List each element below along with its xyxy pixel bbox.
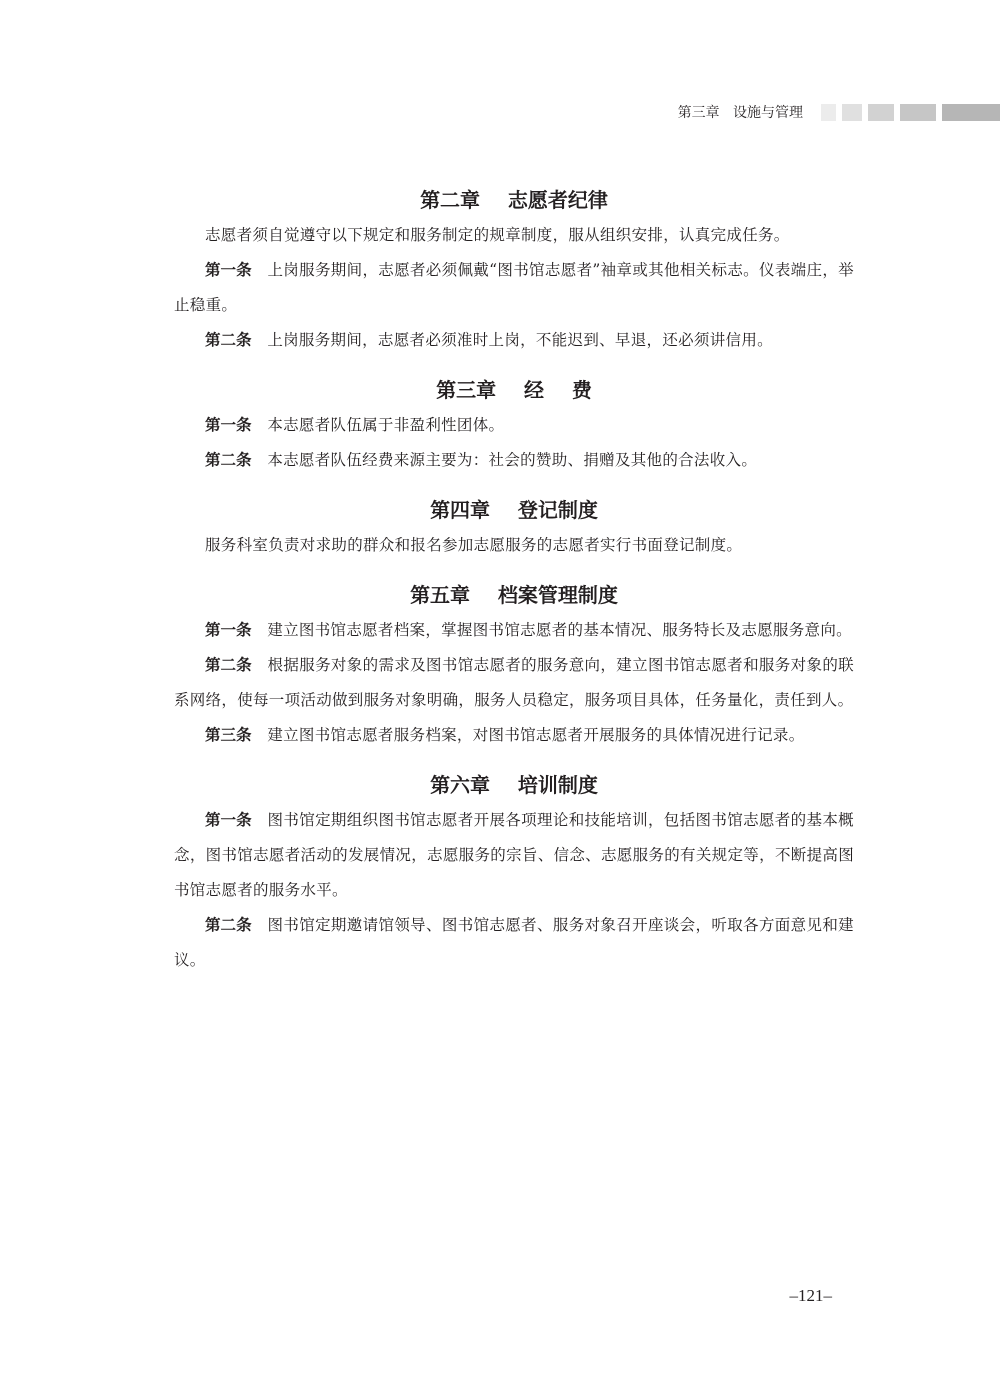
article-paragraph [174,323,854,358]
chapter-intro-paragraph: 服务科室负责对求助的群众和报名参加志愿服务的志愿者实行书面登记制度。 [205,536,743,554]
article-label: 第一条 [205,416,252,434]
running-header [678,101,1000,123]
article-label: 第一条 [205,811,252,829]
article-paragraph [174,443,854,478]
article-text: 上岗服务期间，志愿者必须准时上岗，不能迟到、早退，还必须讲信用。 [267,331,773,349]
article-text: 建立图书馆志愿者服务档案，对图书馆志愿者开展服务的具体情况进行记录。 [267,726,805,744]
article-label: 第一条 [205,261,252,279]
running-header-title: 第三章 设施与管理 [677,105,803,121]
header-bar [900,104,936,121]
article-text: 图书馆定期邀请馆领导、图书馆志愿者、服务对象召开座谈会，听取各方面意见和建议。 [174,916,854,969]
article-paragraph [174,908,854,978]
page-number: –121– [789,1286,832,1305]
header-bar [842,104,862,121]
article-paragraph [174,718,854,753]
article-paragraph [174,408,854,443]
article-label: 第二条 [205,656,252,674]
article-label: 第一条 [205,621,252,639]
article-text: 建立图书馆志愿者档案，掌握图书馆志愿者的基本情况、服务特长及志愿服务意向。 [267,621,852,639]
page-body [174,182,854,978]
article-label: 第三条 [205,726,252,744]
chapter-title: 第三章 经 费 [436,378,592,402]
chapter-title: 第四章 登记制度 [430,498,598,522]
article-text: 上岗服务期间，志愿者必须佩戴“图书馆志愿者”袖章或其他相关标志。仪表端庄，举止稳重。 [174,261,854,314]
article-label: 第二条 [205,451,252,469]
header-bar [821,104,836,121]
article-text: 本志愿者队伍经费来源主要为：社会的赞助、捐赠及其他的合法收入。 [267,451,758,469]
article-paragraph [174,803,854,908]
article-text: 图书馆定期组织图书馆志愿者开展各项理论和技能培训，包括图书馆志愿者的基本概念，图书馆志愿者活动的发展情况，志愿服务的宗旨、信念、志愿服务的有关规定等，不断提高图书馆志愿者的服务水平。 [174,811,854,899]
chapter-title: 第二章 志愿者纪律 [420,188,608,212]
header-bar [942,104,1000,121]
chapter-title: 第五章 档案管理制度 [410,583,618,607]
chapter-intro-paragraph: 志愿者须自觉遵守以下规定和服务制定的规章制度，服从组织安排，认真完成任务。 [205,226,790,244]
article-paragraph [174,613,854,648]
article-text: 本志愿者队伍属于非盈利性团体。 [267,416,505,434]
header-bar [868,104,894,121]
chapter-title: 第六章 培训制度 [430,773,598,797]
article-paragraph [174,648,854,718]
article-label: 第二条 [205,331,252,349]
article-label: 第二条 [205,916,252,934]
article-paragraph [174,253,854,323]
header-decoration-bars [815,104,1000,121]
article-text: 根据服务对象的需求及图书馆志愿者的服务意向，建立图书馆志愿者和服务对象的联系网络，使每一项活动做到服务对象明确，服务人员稳定，服务项目具体，任务量化，责任到人。 [174,656,854,709]
